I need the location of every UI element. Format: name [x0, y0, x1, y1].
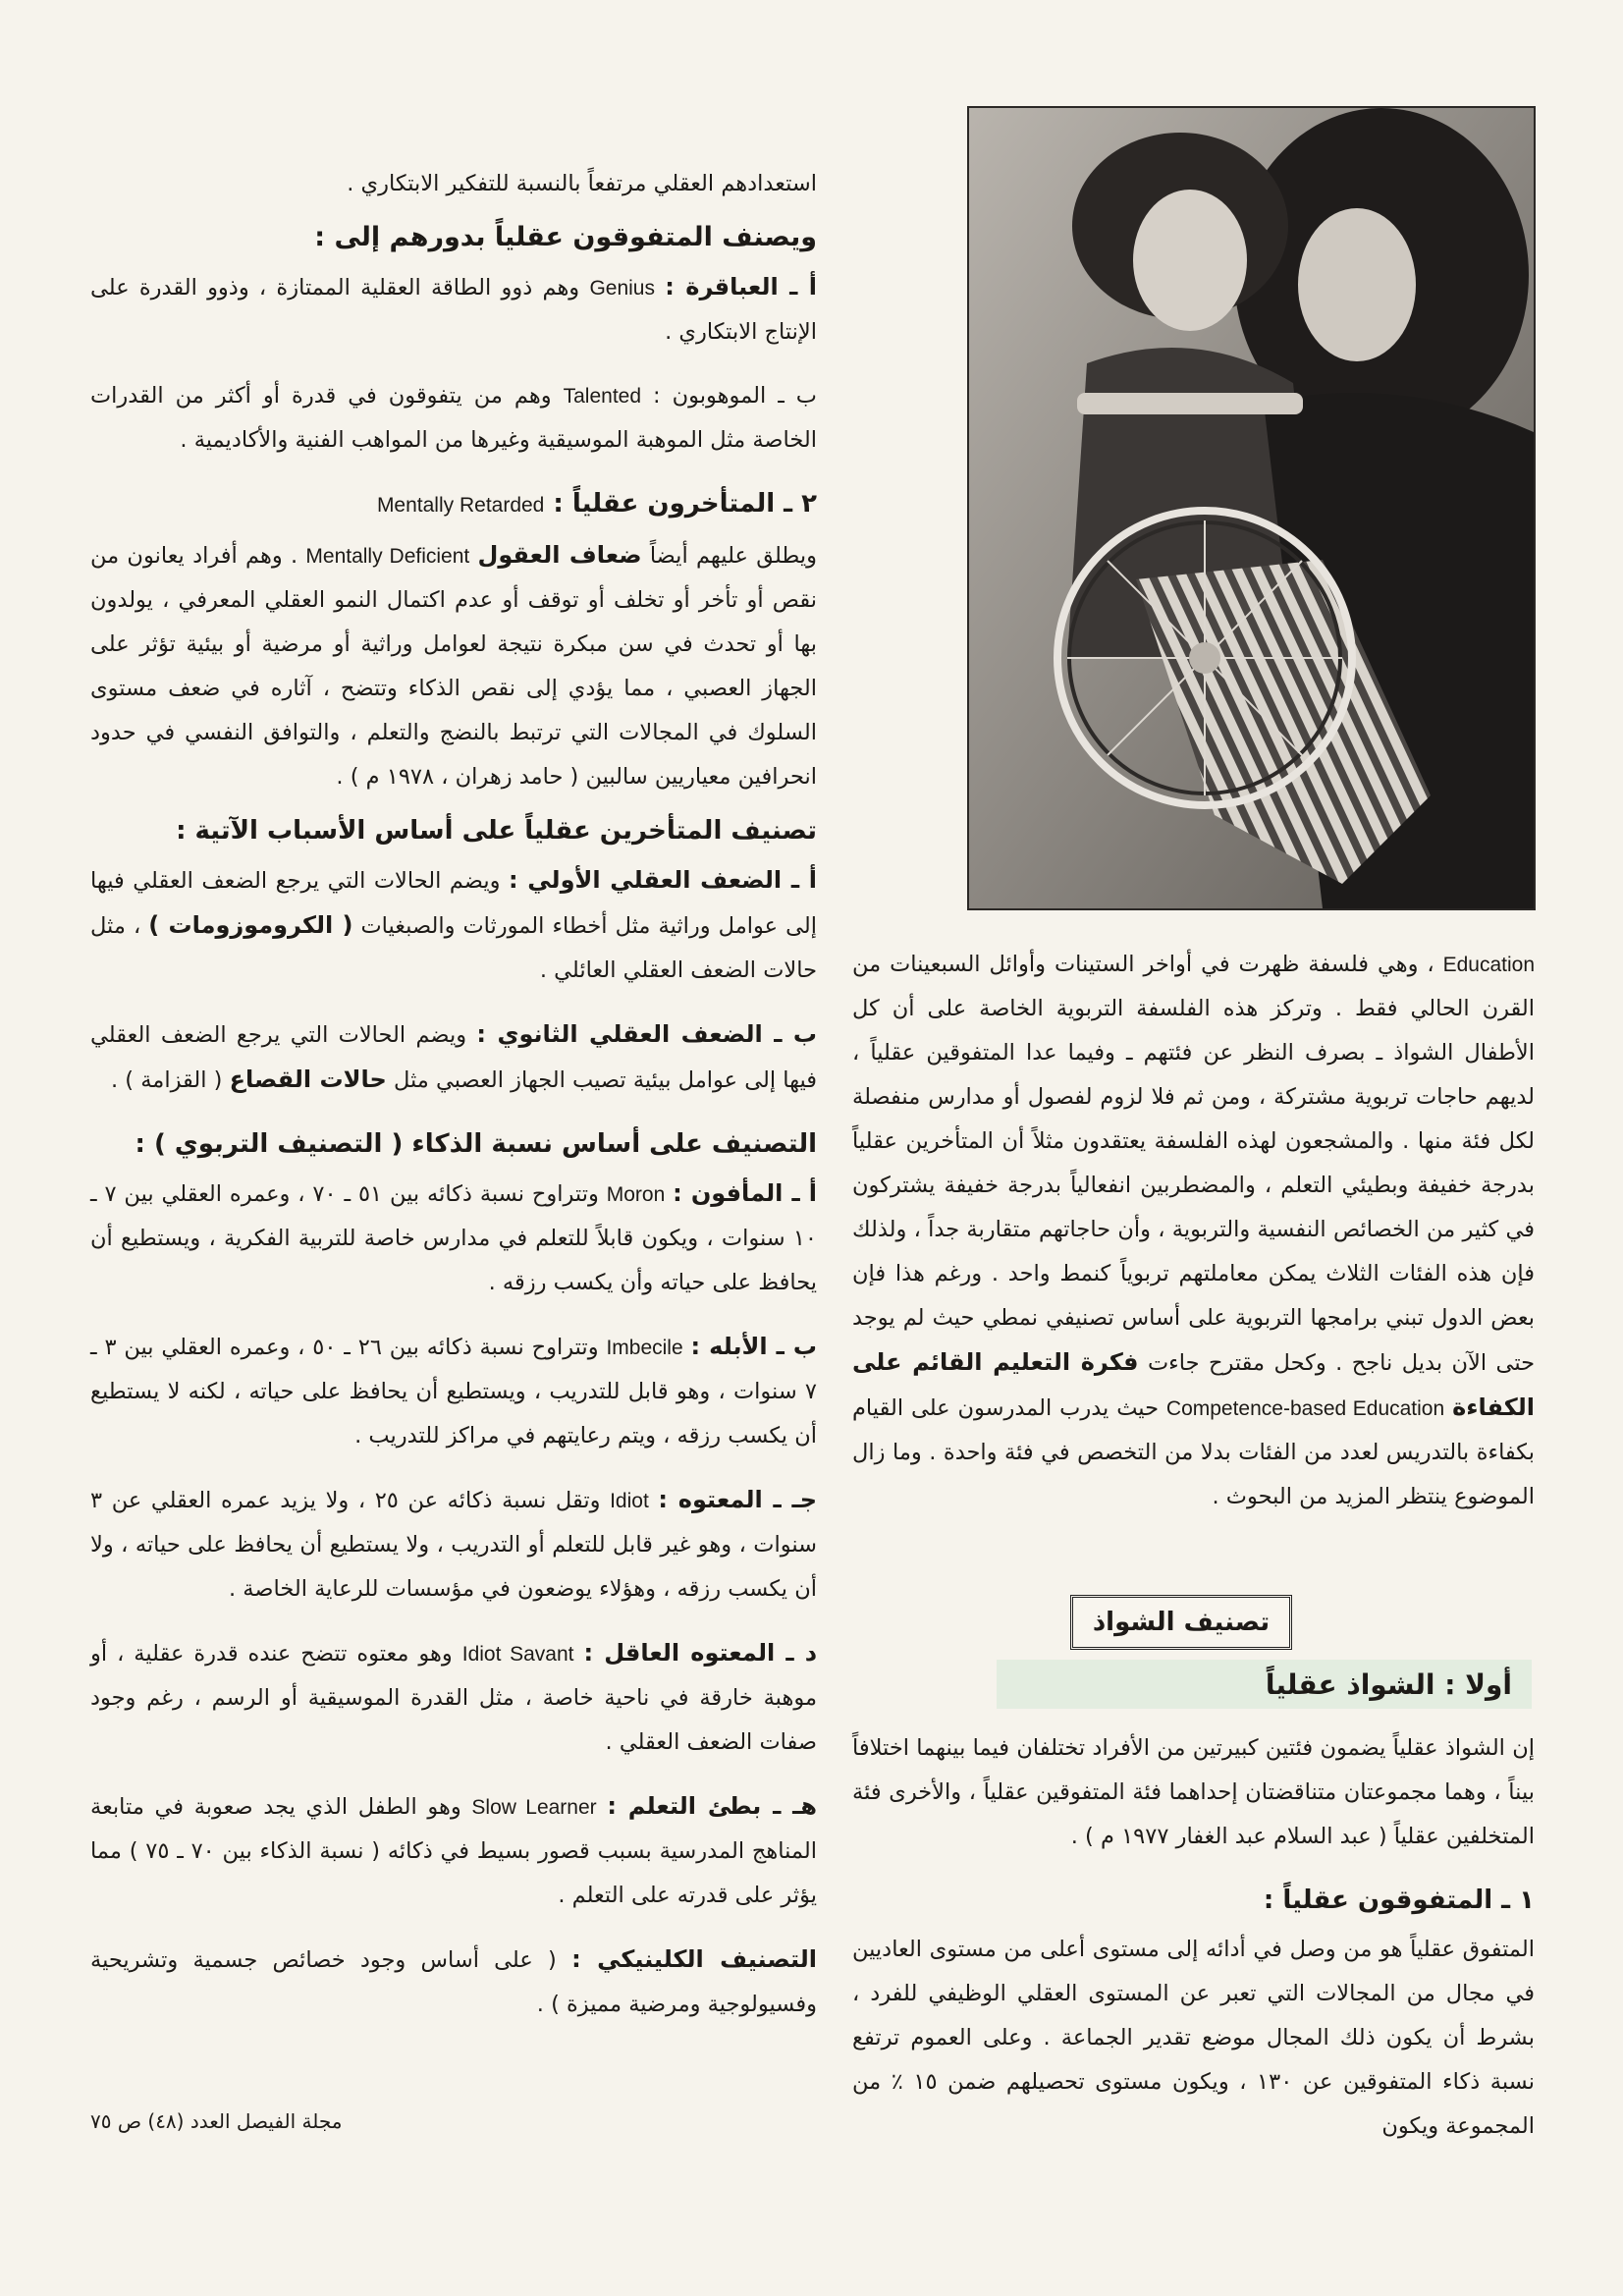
term-slow: هـ ـ بطئ التعلم :	[607, 1792, 818, 1820]
latin-genius: Genius	[589, 277, 655, 300]
text-imbecile: وتتراوح نسبة ذكائه بين ٢٦ ـ ٥٠ ، وعمره العقلي بين ٣ ـ ٧ سنوات ، وهو قابل للتدريب ، ويستطيع أن يحافظ على حياته ، لكنه لا يستطيع أن يكسب رزقه ، ويتم رعايتهم في مراكز للتدريب .	[90, 1335, 817, 1449]
latin-talented: Talented	[563, 385, 642, 408]
paragraph-genius	[90, 265, 817, 355]
photograph	[967, 106, 1536, 910]
text-clinical: ( على أساس وجود خصائص جسمية وتشريحية وفسيولوجية ومرضية مميزة ) .	[90, 1947, 817, 2017]
paragraph-imbecile	[90, 1325, 817, 1458]
term-imbecile: ب ـ الأبله :	[690, 1333, 818, 1360]
paragraph-education	[852, 943, 1535, 1519]
paragraph-talented	[90, 374, 817, 463]
photo-illustration	[969, 108, 1534, 908]
term-savant: د ـ المعتوه العاقل :	[583, 1639, 818, 1667]
text-moron: وتتراوح نسبة ذكائه بين ٥١ ـ ٧٠ ، وعمره العقلي بين ٧ ـ ١٠ سنوات ، ويكون قابلاً للتعلم في مدارس خاصة للتربية الفكرية ، ويستطيع أن يحافظ على حياته وأن يكسب رزقه .	[90, 1181, 817, 1295]
latin-retarded: Mentally Deficient	[305, 545, 470, 568]
left-column	[90, 162, 817, 2047]
text-retarded: . وهم أفراد يعانون من نقص أو تأخر أو تخلف أو توقف أو عدم اكتمال النمو العقلي المعرفي ، يولدون بها أو تحدث في سن مبكرة نتيجة لعوامل وراثية أو مرضية أو بيئية تؤثر على الجهاز العصبي ، مما يؤدي إلى نقص الذكاء وتتضح ، آثاره في ضعف مستوى السلوك في المجالات التي ترتبط بالنضج والتعلم ، والتوافق النفسي في حدود انحرافين معياريين سالبين ( حامد زهران ، ١٩٧٨ م ) .	[90, 543, 817, 790]
term-idiot: جـ ـ المعتوه :	[658, 1486, 817, 1513]
text-genius: وهم ذوو الطاقة العقلية الممتازة ، وذوو القدرة على الإنتاج الابتكاري .	[90, 275, 817, 345]
paragraph-secondary	[90, 1012, 817, 1103]
heading-causes: تصنيف المتأخرين عقلياً على أساس الأسباب الآتية :	[176, 816, 817, 846]
heading-retarded	[90, 482, 817, 527]
tail-education: حيث يدرب المدرسون على القيام بكفاءة بالتدريس لعدد من الفئات بدلا من التخصص في فئة واحدة . وما زال الموضوع ينتظر المزيد من البحوث .	[852, 1395, 1535, 1509]
right-column	[852, 943, 1535, 1539]
term-moron: أ ـ المأفون :	[673, 1179, 817, 1207]
latin-savant: Idiot Savant	[461, 1643, 574, 1666]
bold-primary: ( الكروموزومات )	[148, 911, 353, 939]
latin-slow: Slow Learner	[471, 1796, 597, 1819]
latin-competence: Competence-based Education	[1165, 1397, 1445, 1420]
term-clinical: التصنيف الكلينيكي :	[571, 1945, 818, 1973]
tail-primary: ، مثل حالات الضعف العقلي العائلي .	[90, 913, 817, 983]
paragraph-idiot	[90, 1478, 817, 1612]
term-secondary: ب ـ الضعف العقلي الثانوي :	[476, 1020, 817, 1048]
paragraph-moron	[90, 1172, 817, 1305]
term-primary: أ ـ الضعف العقلي الأولي :	[508, 866, 818, 894]
heading-gifted-types: ويصنف المتفوقون عقلياً بدورهم إلى :	[314, 222, 817, 252]
section-title-box: تصنيف الشواذ	[1070, 1595, 1292, 1650]
paragraph-primary	[90, 858, 817, 993]
paragraph-savant	[90, 1631, 817, 1765]
heading-iq: التصنيف على أساس نسبة الذكاء ( التصنيف التربوي ) :	[135, 1129, 817, 1159]
heading-gifted: ١ ـ المتفوقون عقلياً :	[1263, 1886, 1535, 1915]
heading-retarded-latin: Mentally Retarded	[376, 494, 545, 517]
tail-secondary: ( القزامة ) .	[110, 1067, 223, 1093]
paragraph-slow	[90, 1784, 817, 1918]
latin-moron: Moron	[606, 1183, 666, 1206]
page-footer: مجلة الفيصل العدد (٤٨) ص ٧٥	[90, 2109, 343, 2133]
paragraph-clinical	[90, 1938, 817, 2027]
text-slow: وهو الطفل الذي يجد صعوبة في متابعة المناهج المدرسية بسبب قصور بسيط في ذكائه ( نسبة الذكاء بين ٧٠ ـ ٧٥ ) مما يؤثر على قدرته على التعلم .	[90, 1794, 818, 1908]
retarded-lead: ويطلق عليهم أيضاً	[649, 543, 818, 569]
latin-idiot: Idiot	[610, 1490, 649, 1512]
latin-education: Education	[1442, 954, 1535, 976]
text-secondary: ويضم الحالات التي يرجع الضعف العقلي فيها إلى عوامل بيئية تصيب الجهاز العصبي مثل	[90, 1022, 817, 1093]
text-primary: ويضم الحالات التي يرجع الضعف العقلي فيها إلى عوامل وراثية مثل أخطاء المورثات والصبغيات	[90, 868, 817, 939]
paragraph-retarded	[90, 533, 817, 799]
term-talented: ب ـ الموهوبون :	[653, 383, 817, 409]
term-retarded: ضعاف العقول	[477, 541, 642, 569]
latin-imbecile: Imbecile	[606, 1337, 683, 1359]
paragraph: استعدادهم العقلي مرتفعاً بالنسبة للتفكير الابتكاري .	[347, 171, 817, 196]
heading-retarded-ar: ٢ ـ المتأخرون عقلياً :	[553, 489, 817, 519]
term-genius: أ ـ العباقرة :	[665, 273, 818, 301]
bold-competence: فكرة التعليم القائم على الكفاءة	[852, 1348, 1535, 1421]
text-education: ، وهي فلسفة ظهرت في أواخر الستينات وأوائل السبعينات من القرن الحالي فقط . وتركز هذه الفلسفة التربوية الخاصة على أن كل الأطفال الشواذ ـ بصرف النظر عن فئتهم ـ وفيما عدا المتفوقين عقلياً ، لديهم حاجات تربوية مشتركة ، ومن ثم فلا لزوم لفصول أو مدارس منفصلة لكل فئة منها . والمشجعون لهذه الفلسفة يعتقدون مثلاً أن المتأخرين عقلياً بدرجة خفيفة وبطيئي التعلم ، والمضطربين انفعالياً بدرجة خفيفة يشتركون في كثير من الخصائص النفسية والتربوية ، وأن حاجاتهم متقاربة جداً ، ولذلك فإن هذه الفئات الثلاث يمكن معاملتهم تربوياً كنمط واحد . ورغم هذا فإن بعض الدول تبني برامجها التربوية على أساس تصنيفي نمطي حيث لم يوجد حتى الآن بديل ناجح . وكحل مقترح جاءت	[852, 952, 1536, 1376]
paragraph-gifted: المتفوق عقلياً هو من وصل في أدائه إلى مستوى أعلى من مستوى العاديين في مجال من المجالات التي تعبر عن المستوى العقلي الوظيفي للفرد ، بشرط أن يكون ذلك المجال موضع تقدير الجماعة . وعلى العموم ترتفع نسبة ذكاء المتفوقين عن ١٣٠ ، ويكون مستوى تحصيلهم ضمن ١٥ ٪ من المجموعة ويكون	[852, 1937, 1535, 2139]
right-column-lower	[852, 1726, 1535, 2168]
text-talented: وهم من يتفوقون في قدرة أو أكثر من القدرات الخاصة مثل الموهبة الموسيقية وغيرها من المواهب الفنية والأكاديمية .	[90, 383, 817, 453]
bold-secondary: حالات القصاع	[229, 1066, 387, 1093]
text-idiot: وتقل نسبة ذكائه عن ٢٥ ، ولا يزيد عمره العقلي عن ٣ سنوات ، وهو غير قابل للتعلم أو التدريب ، ولا يستطيع أن يحافظ على حياته ، ولا أن يكسب رزقه ، وهؤلاء يوضعون في مؤسسات للرعاية الخاصة .	[90, 1488, 817, 1602]
paragraph-abnormal: إن الشواذ عقلياً يضمون فئتين كبيرتين من الأفراد تختلفان فيما بينهما اختلافاً بيناً ، وهما مجموعتان متناقضتان إحداهما فئة المتفوقين عقلياً ، والأخرى فئة المتخلفين عقلياً ( عبد السلام عبد الغفار ١٩٧٧ م ) .	[852, 1735, 1535, 1849]
subtitle-band: أولا : الشواذ عقلياً	[997, 1660, 1532, 1709]
text-savant: وهو معتوه تتضح عنده قدرة عقلية ، أو موهبة خارقة في ناحية خاصة ، مثل القدرة الموسيقية أو الرسم ، رغم وجود صفات الضعف العقلي .	[90, 1641, 817, 1755]
